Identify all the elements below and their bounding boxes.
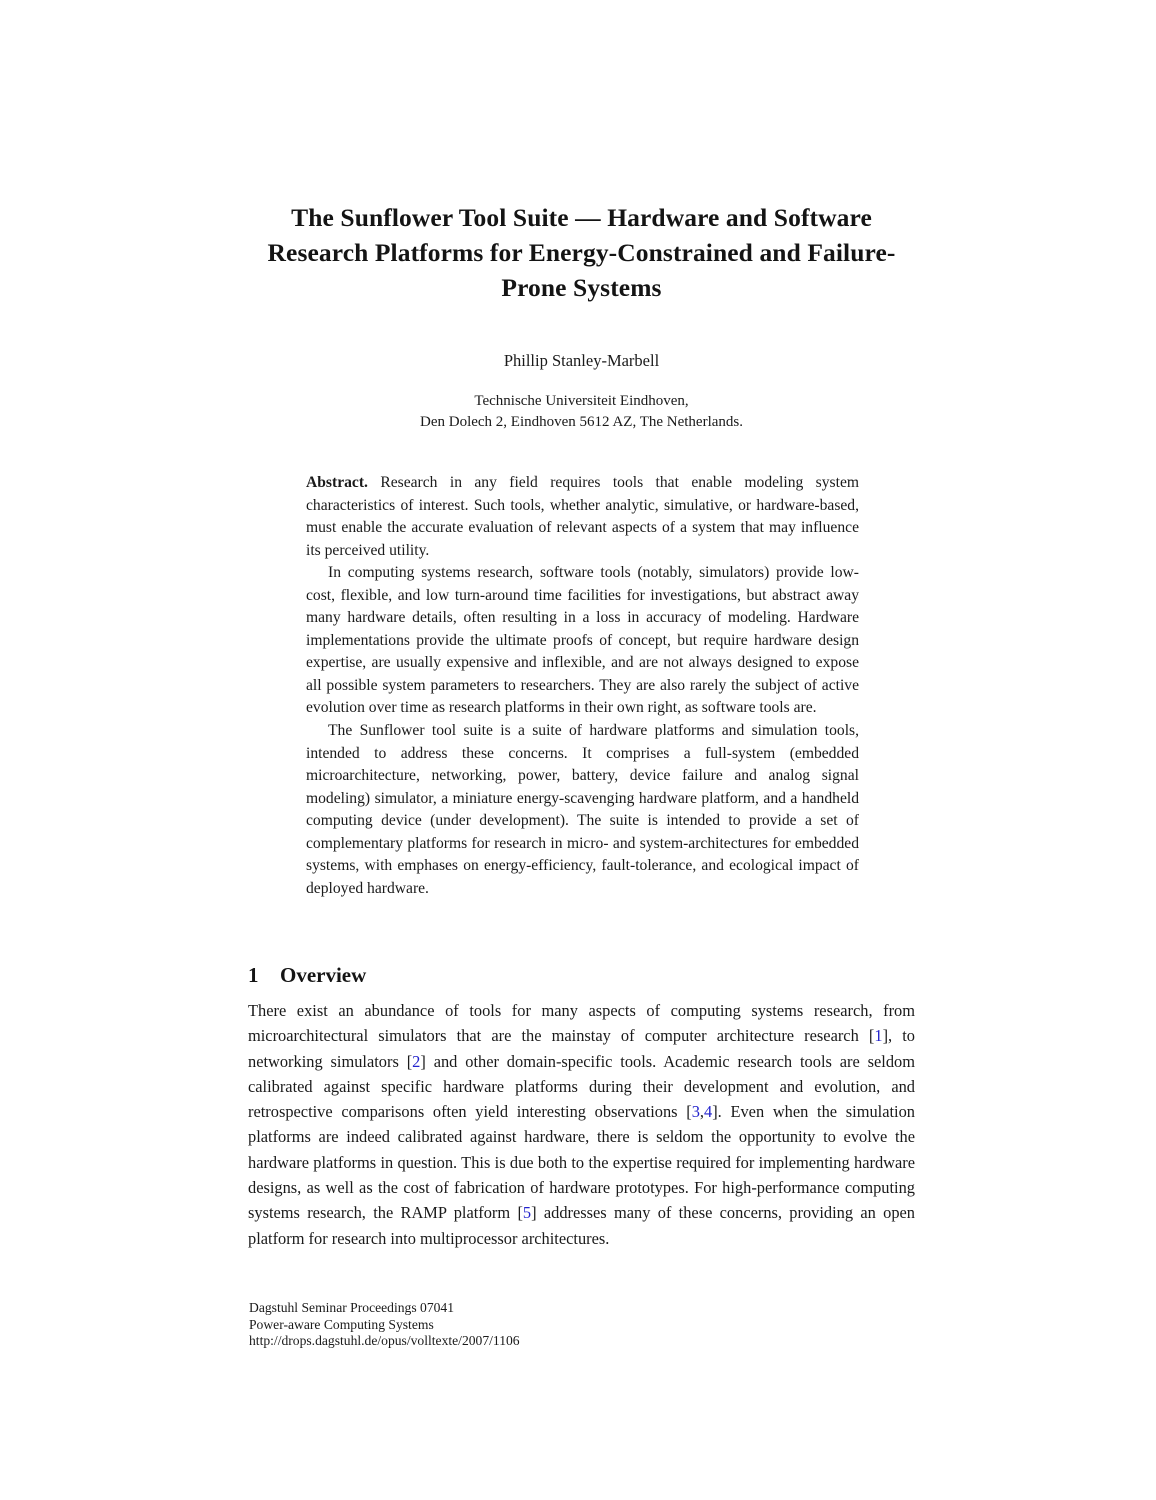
section-heading-overview [248,962,915,988]
body-text-run-1: There exist an abundance of tools for many aspects of computing systems research, from microarchitectural simulators that are the mainstay of computer architecture research [ [248,1001,915,1046]
section-body-overview [248,998,915,1251]
citation-link-1[interactable]: 1 [874,1026,883,1046]
citation-link-5[interactable]: 5 [522,1203,532,1223]
body-paragraph [248,998,915,1251]
title-block [248,200,915,305]
abstract-label: Abstract. [306,474,368,491]
citation-link-4[interactable]: 4 [704,1102,713,1122]
footer-line-proceedings: Dagstuhl Seminar Proceedings 07041 [249,1300,455,1315]
body-text-run-4: ]. Even when the simulation platforms are indeed calibrated against hardware, there is seldom the opportunity to evolve the hardware platforms in question. This is due both to the expertise required for implementing hardware designs, as well as the cost of fabrication of hardware prototypes. For high-performance computing systems research, the RAMP platform [ [248,1102,915,1223]
abstract-text-1: Research in any field requires tools that enable modeling system characteristics of interest. Such tools, whether analytic, simulative, or hardware-based, must enable the accurate evaluation of relevant aspects of a system that may influence its perceived utility. [306,474,859,559]
author-block [248,350,915,433]
abstract-paragraph-3: The Sunflower tool suite is a suite of hardware platforms and simulation tools, intended to address these concerns. It comprises a full-system (embedded microarchitecture, networking, power, battery, device failure and analog signal modeling) simulator, a miniature energy-scavenging hardware platform, and a handheld computing device (under development). The suite is intended to provide a set of complementary platforms for research in micro- and system-architectures for embedded systems, with emphases on energy-efficiency, fault-tolerance, and ecological impact of deployed hardware. [306,722,859,897]
citation-link-2[interactable]: 2 [412,1051,421,1071]
abstract-paragraph-1 [306,472,859,562]
affiliation [248,391,915,433]
section-number: 1 [248,963,259,987]
body-text-run-3: ] and other domain-specific tools. Academic research tools are seldom calibrated against specific hardware platforms during their development and evolution, and retrospective comparisons often yield interesting observations [ [248,1051,915,1122]
page-title: The Sunflower Tool Suite — Hardware and Software Research Platforms for Energy-Constrained and Failure-Prone Systems [267,203,896,302]
section-title: Overview [280,963,367,987]
affiliation-line-2: Den Dolech 2, Eindhoven 5612 AZ, The Netherlands. [420,414,743,430]
abstract-section [306,472,859,900]
page-footer [249,1300,849,1350]
body-text-run-5: ] addresses many of these concerns, providing an open platform for research into multiprocessor architectures. [248,1203,915,1248]
footer-line-series: Power-aware Computing Systems [249,1316,434,1332]
body-text-run-2: ], to networking simulators [ [248,1026,915,1071]
citation-link-3[interactable]: 3 [691,1102,700,1122]
citation-separator: , [699,1102,704,1122]
abstract-paragraph-2: In computing systems research, software tools (notably, simulators) provide low-cost, flexible, and low turn-around time facilities for investigations, but abstract away many hardware details, often resulting in a loss in accuracy of modeling. Hardware implementations provide the ultimate proofs of concept, but require hardware design expertise, are usually expensive and inflexible, and are not always designed to expose all possible system parameters to researchers. They are also rarely the subject of active evolution over time as research platforms in their own right, as software tools are. [306,564,859,717]
footer-line-url: http://drops.dagstuhl.de/opus/volltexte/2007/1106 [249,1333,520,1349]
affiliation-line-1: Technische Universiteit Eindhoven, [474,393,689,409]
author-name: Phillip Stanley-Marbell [503,351,660,370]
